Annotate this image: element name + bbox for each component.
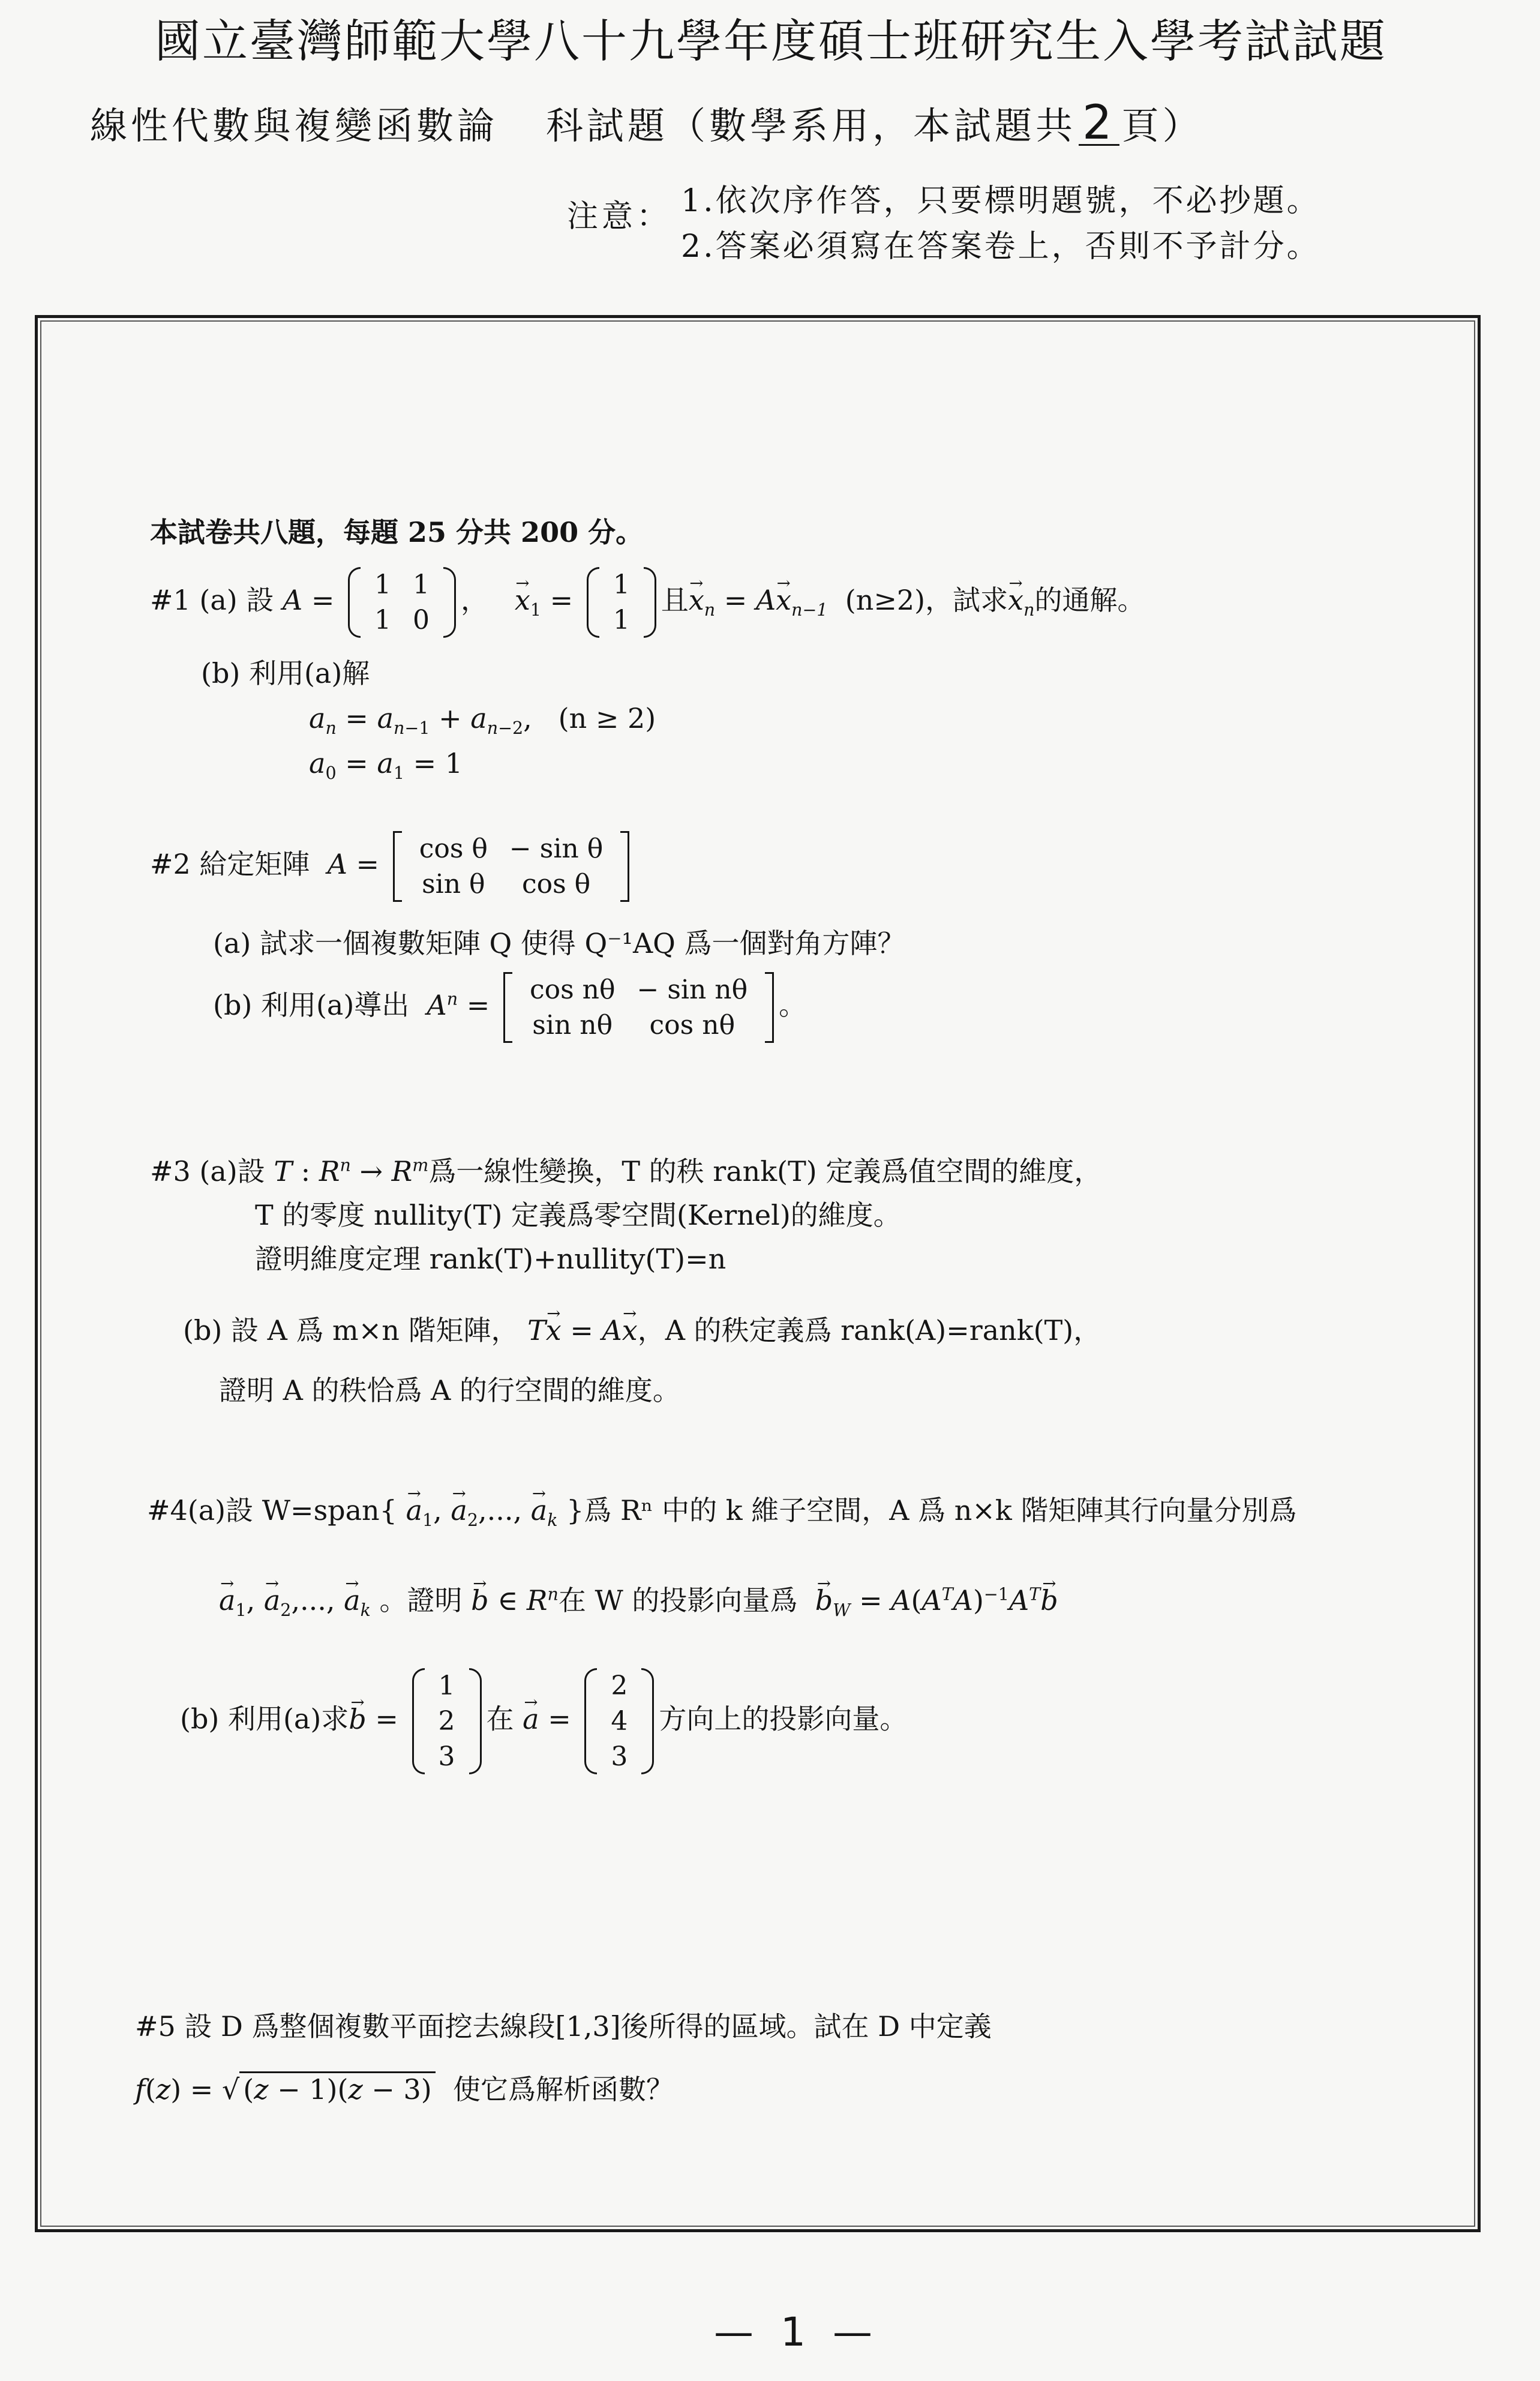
q4-a: #4(a)設 W=span{ → $a_1$, → $a_2$,..., → $a_k$ }爲 Rⁿ 中的 k 維子空間，A 爲 n×k 階矩陣其行向量分別爲 <box>147 1494 1296 1531</box>
q5-line2: f(z) = √ (z − 1)(z − 3) 使它爲解析函數？ <box>135 2073 674 2106</box>
q1-vector-x1: 1 1 <box>587 567 656 638</box>
q4-b: (b) 利用(a)求→ b = 1 2 3 在 → a = 2 4 3 方向上的投影向量。 <box>180 1668 907 1774</box>
exam-title: 國立臺灣師範大學八十九學年度碩士班研究生入學考試試題 <box>155 14 1387 68</box>
q4-vector-a: 2 4 3 <box>584 1668 654 1774</box>
q1-b: (b) 利用(a)解 <box>201 657 370 689</box>
q3-a-line2: T 的零度 nullity(T) 定義爲零空間(Kernel)的維度。 <box>255 1199 901 1231</box>
notice-item-2: 2.答案必須寫在答案卷上，否則不予計分。 <box>681 229 1320 265</box>
notice-label: 注意： <box>567 199 672 235</box>
q1-b-recurrence: $a_n = a_{n-1} + a_{n-2}$, (n ≥ 2) <box>309 702 656 739</box>
q2-statement: #2 給定矩陣 A = cos θ − sin θ sin θ cos θ <box>150 831 634 902</box>
q1-a: #1 (a) 設 A = 1 1 1 0 ， → $x_1$ = 1 1 且→ $x_n = A\to x_{n-1}$ (n≥2)，試求→ $x_n$的通解。 <box>150 567 1145 638</box>
q1-matrix-a: 1 1 1 0 <box>348 567 456 638</box>
q1-b-initial: $a_0 = a_1 = 1$ <box>309 747 463 784</box>
subject-suffix: 頁） <box>1121 104 1203 148</box>
notice-item-1: 1.依次序作答，只要標明題號，不必抄題。 <box>681 183 1320 219</box>
q2-matrix-a: cos θ − sin θ sin θ cos θ <box>393 831 630 902</box>
exam-intro: 本試卷共八題，每題 25 分共 200 分。 <box>150 516 644 548</box>
q2-matrix-an: cos nθ − sin nθ sin nθ cos nθ <box>503 972 774 1043</box>
q5-line1: #5 設 D 爲整個複數平面挖去線段[1,3]後所得的區域。試在 D 中定義 <box>135 2010 992 2043</box>
q3-a: #3 (a)設 T : $R^n \to R^m$爲一線性變換，T 的秩 rank(T) 定義爲值空間的維度， <box>150 1155 1102 1187</box>
course-name: 線性代數與複變函數論 <box>90 104 499 148</box>
q3-b-line2: 證明 A 的秩恰爲 A 的行空間的維度。 <box>219 1374 680 1407</box>
q4-a-line2: → $a_1$, → $a_2$,..., → $a_k$ 。證明 → b ∈ $R^n$在 W 的投影向量爲 → $b_W = A(A^TA)^{-1}A^T\to b$ <box>219 1584 1058 1621</box>
page-count: 2 <box>1079 102 1119 146</box>
page-number: — 1 — <box>714 2309 879 2355</box>
q1-a-label: #1 (a) 設 <box>150 584 274 616</box>
q2-b: (b) 利用(a)導出 $A^n$ = cos nθ − sin nθ sin nθ cos nθ 。 <box>213 972 806 1043</box>
q3-b: (b) 設 A 爲 m×n 階矩陣， T→ x = A→ x，A 的秩定義爲 rank(A)=rank(T)， <box>183 1314 1101 1347</box>
q4-vector-b: 1 2 3 <box>412 1668 482 1774</box>
exam-subtitle <box>90 96 1470 149</box>
q2-a: (a) 試求一個複數矩陣 Q 使得 Q⁻¹AQ 爲一個對角方陣？ <box>213 927 905 959</box>
subject-prefix: 科試題（數學系用，本試題共 <box>546 104 1077 148</box>
q3-a-line3: 證明維度定理 rank(T)+nullity(T)=n <box>255 1243 727 1275</box>
